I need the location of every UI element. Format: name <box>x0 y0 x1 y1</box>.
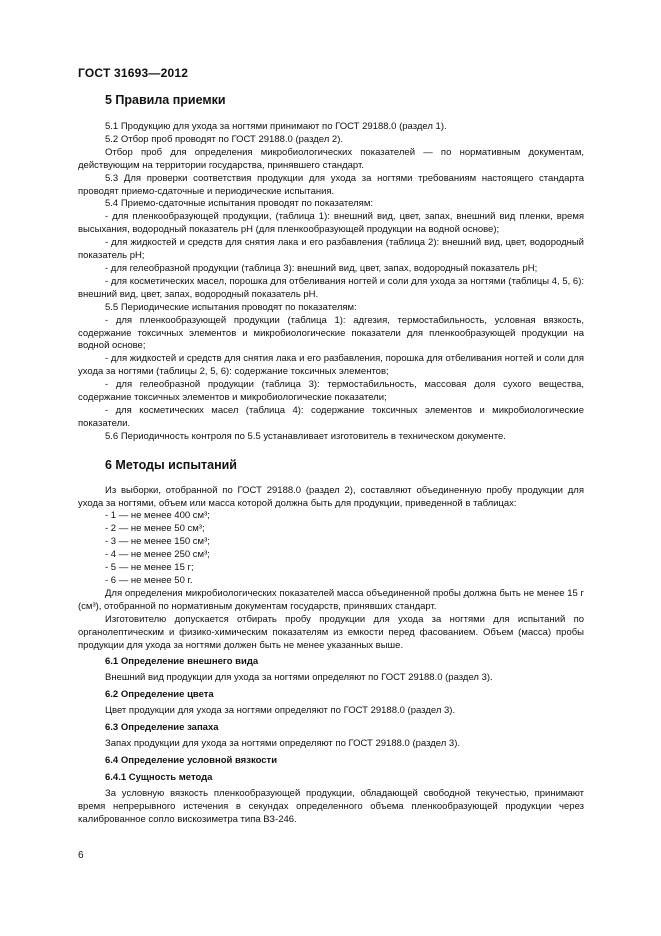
list-item: - для гелеобразной продукции (таблица 3): внешний вид, цвет, запах, водородный показатель pH; <box>105 262 538 274</box>
list-item: - 6 — не менее 50 г. <box>105 575 193 586</box>
paragraph-5-5: 5.5 Периодические испытания проводят по показателям: <box>105 301 357 313</box>
list-item: - для пленкообразующей продукции (таблица 1): адгезия, термостабильность, условная вязкость, содержание токсичных элементов и микробиологические показатели для пленкообразующей продукции на водной основе; <box>78 314 584 352</box>
paragraph-6-4-1: За условную вязкость пленкообразующей продукции, обладающей свободной текучестью, принимают время непрерывного истечения в секундах определенного объема пленкообразующей продукции через калиброванное сопло вискозиметра типа ВЗ-246. <box>78 787 584 825</box>
list-item: - для гелеобразной продукции (таблица 3): термостабильность, массовая доля сухого вещества, содержание токсичных элементов и микробиологические показатели; <box>78 379 584 404</box>
paragraph-6-micro: Для определения микробиологических показателей масса объединенной пробы должна быть не менее 15 г (см³), отобранной по нормативным документам государств, принявших стандарт. <box>78 587 584 612</box>
section-6-2-title: 6.2 Определение цвета <box>105 689 214 701</box>
section-6-4-1-title: 6.4.1 Сущность метода <box>105 771 213 783</box>
list-item: - для косметических масел, порошка для отбеливания ногтей и соли для ухода за ногтями (таблицы 4, 5, 6): внешний вид, цвет, запах, водородный показатель pH. <box>78 275 584 300</box>
list-item: - для жидкостей и средств для снятия лака и его разбавления (таблица 2): внешний вид, цвет, водородный показатель pH; <box>78 237 584 262</box>
paragraph-5-2-micro: Отбор проб для определения микробиологических показателей — по нормативным документам, действующим на территории государства, принявшего стандарт. <box>78 146 584 171</box>
paragraph-6-intro: Из выборки, отобранной по ГОСТ 29188.0 (раздел 2), составляют объединенную пробу продукции для ухода за ногтями, объем или масса которой должна быть для продукции, приведенной в таблицах: <box>78 484 584 509</box>
paragraph-6-1: Внешний вид продукции для ухода за ногтями определяют по ГОСТ 29188.0 (раздел 3). <box>105 672 493 684</box>
list-item: - для жидкостей и средств для снятия лака и его разбавления, порошка для отбеливания ногтей и соли для ухода за ногтями (таблицы 2, 5, 6): содержание токсичных элементов; <box>78 353 584 378</box>
paragraph-6-3: Запах продукции для ухода за ногтями определяют по ГОСТ 29188.0 (раздел 3). <box>105 737 461 749</box>
page-number: 6 <box>78 850 84 861</box>
section-6-1-title: 6.1 Определение внешнего вида <box>105 656 259 668</box>
list-item: - 2 — не менее 50 см³; <box>105 523 205 535</box>
page-content <box>78 92 584 826</box>
section-5-title: 5 Правила приемки <box>105 93 226 107</box>
paragraph-5-2: 5.2 Отбор проб проводят по ГОСТ 29188.0 (раздел 2). <box>105 133 344 145</box>
paragraph-6-maker: Изготовителю допускается отбирать пробу продукции для ухода за ногтями для испытаний по органолептическим и физико-химическим показателям из емкости перед фасованием. Объем (масса) пробы продукции для ухода за ногтями должен быть не менее указанных выше. <box>78 613 584 651</box>
list-item: - 3 — не менее 150 см³; <box>105 536 210 548</box>
paragraph-5-1: 5.1 Продукцию для ухода за ногтями принимают по ГОСТ 29188.0 (раздел 1). <box>105 121 447 132</box>
list-item: - для пленкообразующей продукции, (таблица 1): внешний вид, цвет, запах, внешний вид пленки, время высыхания, водородный показатель pH (для пленкообразующей продукции на водной основе); <box>78 211 584 236</box>
paragraph-5-4: 5.4 Приемо-сдаточные испытания проводят по показателям: <box>105 198 373 210</box>
document-header: ГОСТ 31693—2012 <box>78 66 189 80</box>
list-item: - для косметических масел (таблица 4): содержание токсичных элементов и микробиологические показатели. <box>78 404 584 429</box>
paragraph-5-3: 5.3 Для проверки соответствия продукции для ухода за ногтями требованиям настоящего стандарта проводят приемо-сдаточные и периодические испытания. <box>78 172 584 197</box>
paragraph-6-2: Цвет продукции для ухода за ногтями определяют по ГОСТ 29188.0 (раздел 3). <box>105 705 456 717</box>
section-6-4-title: 6.4 Определение условной вязкости <box>105 754 278 766</box>
section-6-3-title: 6.3 Определение запаха <box>105 722 219 734</box>
list-item: - 4 — не менее 250 см³; <box>105 549 210 561</box>
section-6-title: 6 Методы испытаний <box>105 457 237 472</box>
list-item: - 1 — не менее 400 см³; <box>105 510 210 522</box>
paragraph-5-6: 5.6 Периодичность контроля по 5.5 устанавливает изготовитель в техническом документе. <box>105 430 506 442</box>
list-item: - 5 — не менее 15 г; <box>105 562 194 574</box>
